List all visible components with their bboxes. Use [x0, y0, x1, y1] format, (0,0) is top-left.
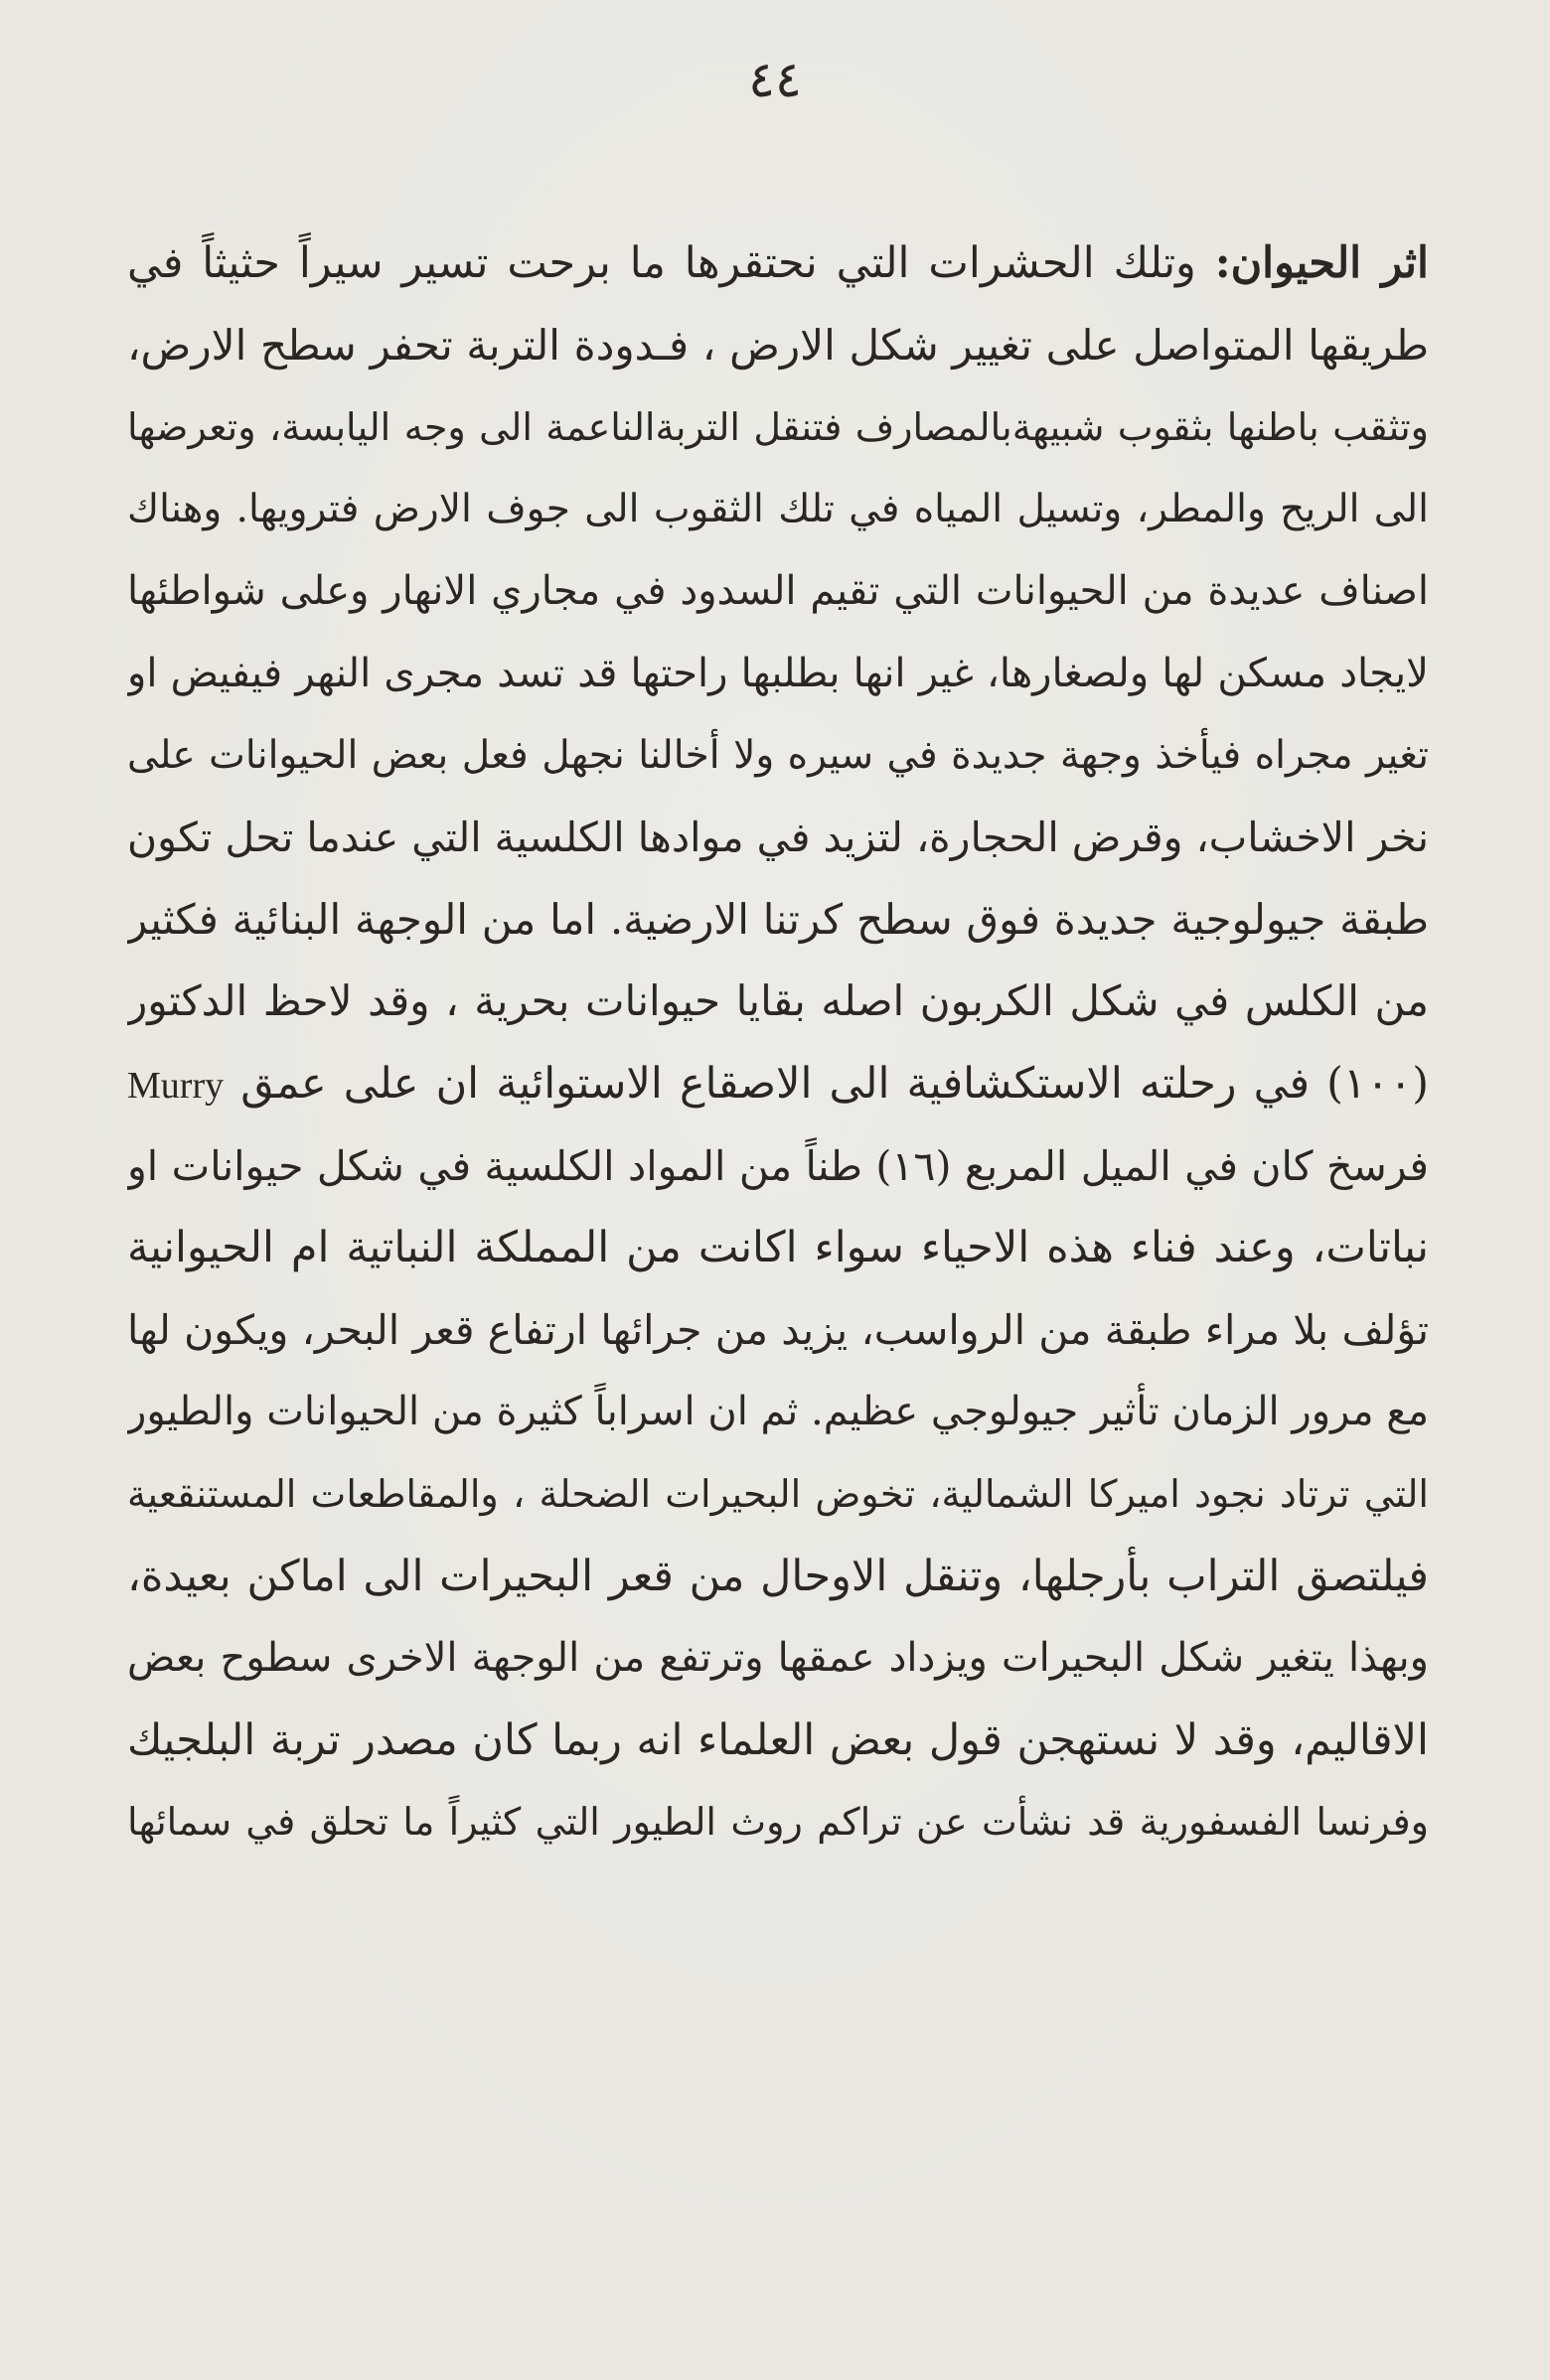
- text-line: الاقاليم، وقد لا نستهجن قول بعض العلماء انه ربما كان مصدر تربة البلجيك: [127, 1714, 1429, 1765]
- text-line: طريقها المتواصل على تغيير شكل الارض ، فـدودة التربة تحفر سطح الارض،: [127, 320, 1429, 370]
- text-line: التي ترتاد نجود اميركا الشمالية، تخوض البحيرات الضحلة ، والمقاطعات المستنقعية: [127, 1471, 1429, 1516]
- text-line: وفرنسا الفسفورية قد نشأت عن تراكم روث الطيور التي كثيراً ما تحلق في سمائها: [127, 1800, 1429, 1845]
- text-line: وبهذا يتغير شكل البحيرات ويزداد عمقها وترتفع من الوجهة الاخرى سطوح بعض: [127, 1635, 1429, 1682]
- text-line: تؤلف بلا مراء طبقة من الرواسب، يزيد من جرائها ارتفاع قعر البحر، ويكون لها: [127, 1305, 1429, 1354]
- text-line: [127, 223, 1429, 305]
- text-line-content: وتلك الحشرات التي نحتقرها ما برحت تسير سيراً حثيثاً في: [127, 238, 1196, 288]
- text-line: لايجاد مسكن لها ولصغارها، غير انها بطلبها راحتها قد تسد مجرى النهر فيفيض او: [127, 650, 1429, 696]
- text-line: فيلتصق التراب بأرجلها، وتنقل الاوحال من قعر البحيرات الى اماكن بعيدة،: [127, 1551, 1429, 1601]
- text-line: نباتات، وعند فناء هذه الاحياء سواء اكانت من المملكة النباتية ام الحيوانية: [127, 1223, 1429, 1273]
- text-line: اصناف عديدة من الحيوانات التي تقيم السدود في مجاري الانهار وعلى شواطئها: [127, 568, 1429, 615]
- paragraph-text: [127, 223, 1429, 1863]
- text-line: الى الريح والمطر، وتسيل المياه في تلك الثقوب الى جوف الارض فترويها. وهناك: [127, 486, 1429, 531]
- text-line: مع مرور الزمان تأثير جيولوجي عظيم. ثم ان اسراباً كثيرة من الحيوانات والطيور: [127, 1389, 1429, 1435]
- text-line: [127, 1043, 1429, 1125]
- text-line-content: (١٠٠) في رحلته الاستكشافية الى الاصقاع الاستوائية ان على عمق: [240, 1058, 1429, 1109]
- page-number: ٤٤: [748, 51, 802, 108]
- text-line: نخر الاخشاب، وقرض الحجارة، لتزيد في موادها الكلسية التي عندما تحل تكون: [127, 814, 1429, 862]
- text-line: تغير مجراه فيأخذ وجهة جديدة في سيره ولا أخالنا نجهل فعل بعض الحيوانات على: [127, 732, 1429, 778]
- text-line: طبقة جيولوجية جديدة فوق سطح كرتنا الارضية. اما من الوجهة البنائية فكثير: [127, 894, 1429, 944]
- text-line: من الكلس في شكل الكربون اصله بقايا حيوانات بحرية ، وقد لاحظ الدكتور: [127, 976, 1429, 1026]
- section-lead-in: اثر الحيوان:: [1214, 238, 1429, 288]
- text-line: وتثقب باطنها بثقوب شبيهةبالمصارف فتنقل التربةالناعمة الى وجه اليابسة، وتعرضها: [127, 405, 1429, 450]
- text-line: فرسخ كان في الميل المربع (١٦) طناً من المواد الكلسية في شكل حيوانات او: [127, 1141, 1429, 1190]
- latin-name: Murry: [127, 1064, 225, 1107]
